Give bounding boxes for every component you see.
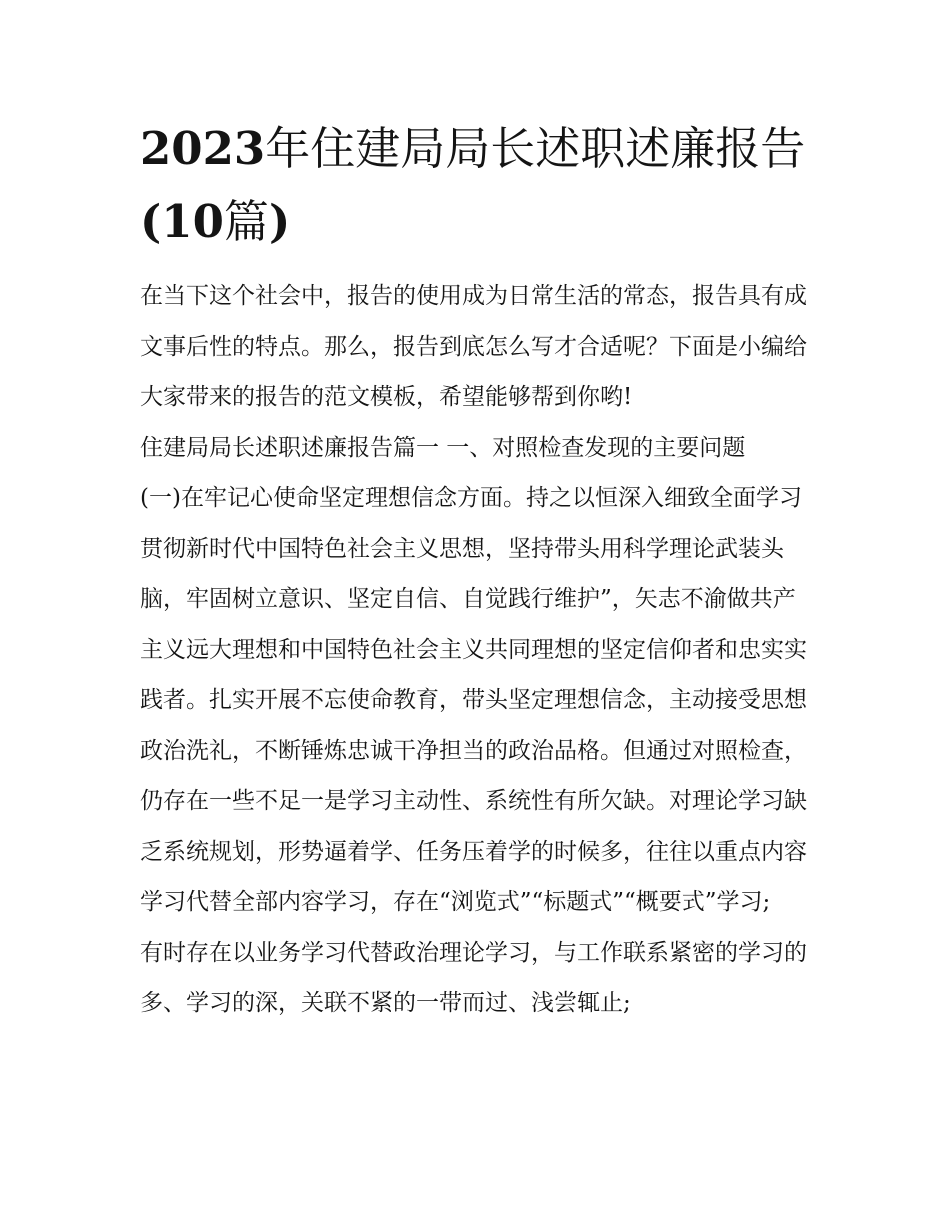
- title-count-open: (10: [140, 195, 224, 248]
- title-count-close: ): [268, 195, 291, 248]
- paragraph-ideals: (一)在牢记心使命坚定理想信念方面。持之以恒深入细致全面学习贯彻新时代中国特色社会主义思想，坚持带头用科学理论武装头脑，牢固树立意识、坚定自信、自觉践行维护”，矢志不渝做共产主义远大理想和中国特色社会主义共同理想的坚定信仰者和忠实实践者。扎实开展不忘使命教育，带头坚定理想信念，主动接受思想政治洗礼，不断锤炼忠诚干净担当的政治品格。但通过对照检查，仍存在一些不足一是学习主动性、系统性有所欠缺。对理论学习缺乏系统规划，形势逼着学、任务压着学的时候多，往往以重点内容学习代替全部内容学习，存在“浏览式”“标题式”“概要式”学习;: [140, 485, 807, 915]
- paragraph-intro: 在当下这个社会中，报告的使用成为日常生活的常态，报告具有成文事后性的特点。那么，报告到底怎么写才合适呢？下面是小编给大家带来的报告的范文模板，希望能够帮到你哟!: [140, 283, 807, 410]
- document-title: [140, 112, 812, 258]
- paragraph-study: 有时存在以业务学习代替政治理论学习，与工作联系紧密的学习的多、学习的深，关联不紧的一带而过、浅尝辄止;: [140, 939, 807, 1016]
- title-count-unit: 篇: [223, 195, 269, 248]
- paragraph-section-heading: 住建局局长述职述廉报告篇一 一、对照检查发现的主要问题: [140, 434, 746, 461]
- document-body: [140, 271, 812, 1029]
- title-year: 2023: [140, 122, 266, 175]
- document-page: [140, 112, 812, 1029]
- title-main: 年住建局局长述职述廉报告: [265, 122, 806, 175]
